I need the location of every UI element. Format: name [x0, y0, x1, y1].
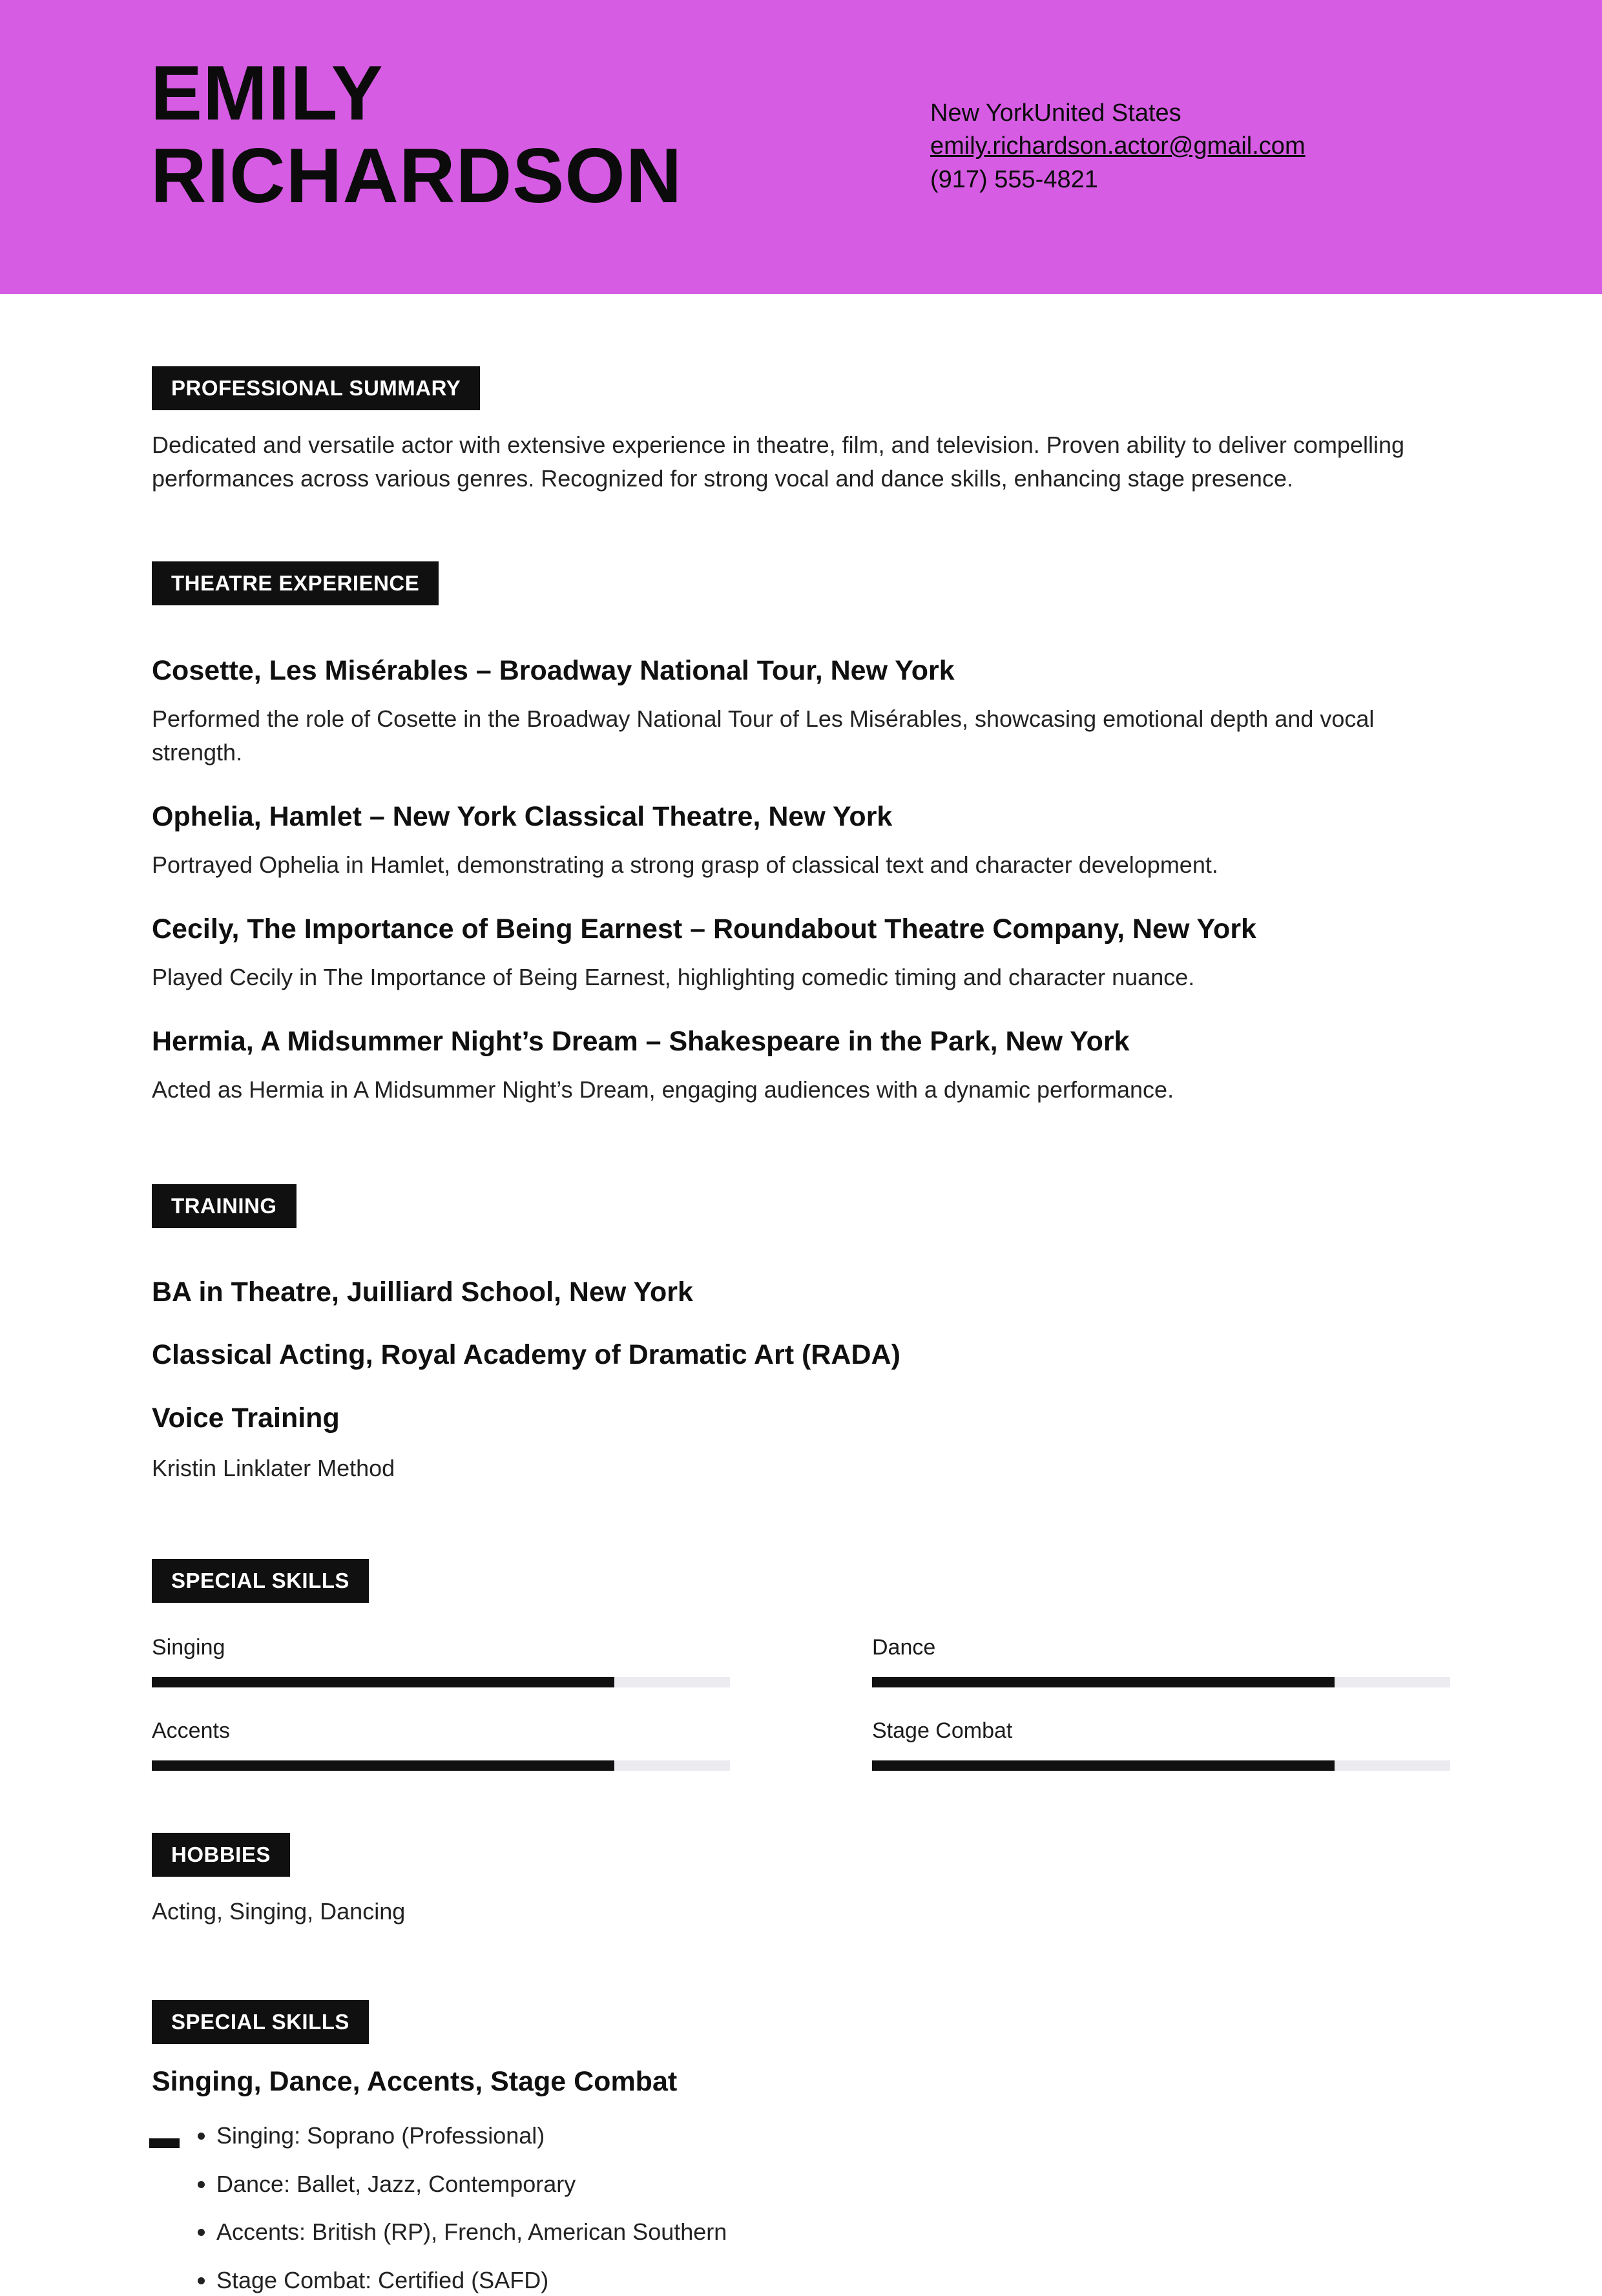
section-theatre-experience — [152, 561, 1450, 1106]
skill-bar-track — [152, 1760, 730, 1771]
training-entry — [152, 1402, 1450, 1486]
section-badge-hobbies: HOBBIES — [152, 1833, 290, 1877]
section-badge-training: TRAINING — [152, 1184, 296, 1228]
section-badge-theatre-experience: THEATRE EXPERIENCE — [152, 561, 439, 605]
theatre-entry — [152, 800, 1450, 882]
skill-item — [152, 1635, 730, 1687]
skill-label: Singing — [152, 1634, 225, 1660]
resume-content — [0, 366, 1602, 2296]
header-banner — [0, 0, 1602, 294]
page-footer-marker — [149, 2138, 180, 2148]
skill-bar-track — [152, 1677, 730, 1687]
skill-bar-fill — [152, 1677, 614, 1687]
skills-grid — [152, 1635, 1450, 1771]
theatre-entry-desc: Performed the role of Cosette in the Broadway National Tour of Les Misérables, showcasing emotional depth and vocal strength. — [152, 705, 1375, 766]
skill-bar-fill — [872, 1677, 1335, 1687]
contact-email-link[interactable]: emily.richardson.actor@gmail.com — [930, 132, 1306, 160]
skills-detail-list — [152, 2121, 1450, 2296]
section-hobbies — [152, 1833, 1450, 1928]
section-special-skills-detail — [152, 2000, 1450, 2296]
theatre-entry — [152, 913, 1450, 994]
skill-item — [152, 1718, 730, 1771]
theatre-entry-role: Cosette, Les Misérables – Broadway National Tour, New York — [152, 655, 955, 687]
training-entry-desc: Kristin Linklater Method — [152, 1455, 395, 1482]
skill-label: Accents — [152, 1718, 230, 1743]
candidate-name-line1: EMILY — [151, 50, 384, 136]
training-entry-title: BA in Theatre, Juilliard School, New York — [152, 1276, 693, 1308]
theatre-entry — [152, 1025, 1450, 1107]
skills-detail-item: • Dance: Ballet, Jazz, Contemporary — [216, 2169, 1450, 2200]
summary-text: Dedicated and versatile actor with extensive experience in theatre, film, and television. Proven ability to deliver compelling performances across various genres. Recognized for strong vocal and dance skills, enhancing stage presence. — [152, 432, 1405, 492]
skill-bar-track — [872, 1760, 1450, 1771]
skills-detail-heading: Singing, Dance, Accents, Stage Combat — [152, 2065, 678, 2097]
theatre-entry — [152, 654, 1450, 769]
section-special-skills-bars — [152, 1559, 1450, 1771]
hobbies-text: Acting, Singing, Dancing — [152, 1897, 406, 1925]
skill-item — [872, 1635, 1450, 1687]
skills-detail-item: • Stage Combat: Certified (SAFD) — [216, 2266, 1450, 2296]
section-badge-professional-summary: PROFESSIONAL SUMMARY — [152, 366, 480, 410]
section-professional-summary — [152, 366, 1450, 496]
contact-location: New YorkUnited States — [930, 99, 1181, 127]
theatre-entry-desc: Portrayed Ophelia in Hamlet, demonstrating a strong grasp of classical text and character development. — [152, 851, 1218, 878]
candidate-name — [151, 52, 682, 218]
theatre-entry-desc: Acted as Hermia in A Midsummer Night’s Dream, engaging audiences with a dynamic performance. — [152, 1076, 1174, 1103]
contact-phone: (917) 555-4821 — [930, 165, 1098, 193]
skill-bar-track — [872, 1677, 1450, 1687]
skill-label: Dance — [872, 1634, 936, 1660]
candidate-name-line2: RICHARDSON — [151, 132, 683, 220]
training-entry-title: Voice Training — [152, 1402, 340, 1434]
theatre-entry-role: Cecily, The Importance of Being Earnest – Roundabout Theatre Company, New York — [152, 913, 1256, 945]
skill-label: Stage Combat — [872, 1718, 1013, 1743]
skills-detail-item: • Accents: British (RP), French, American Southern — [216, 2217, 1450, 2248]
training-entry — [152, 1276, 1450, 1310]
skills-detail-item: • Singing: Soprano (Professional) — [216, 2121, 1450, 2151]
theatre-entry-role: Ophelia, Hamlet – New York Classical Theatre, New York — [152, 801, 893, 833]
skill-bar-fill — [872, 1760, 1335, 1771]
skill-bar-fill — [152, 1760, 614, 1771]
section-training — [152, 1184, 1450, 1486]
skill-item — [872, 1718, 1450, 1771]
theatre-entry-role: Hermia, A Midsummer Night’s Dream – Shakespeare in the Park, New York — [152, 1025, 1130, 1057]
contact-block — [930, 97, 1306, 196]
section-badge-special-skills: SPECIAL SKILLS — [152, 1559, 369, 1603]
training-entry-title: Classical Acting, Royal Academy of Dramatic Art (RADA) — [152, 1339, 900, 1371]
section-badge-special-skills-detail: SPECIAL SKILLS — [152, 2000, 369, 2044]
theatre-entry-desc: Played Cecily in The Importance of Being Earnest, highlighting comedic timing and character nuance. — [152, 963, 1195, 990]
training-entry — [152, 1339, 1450, 1372]
